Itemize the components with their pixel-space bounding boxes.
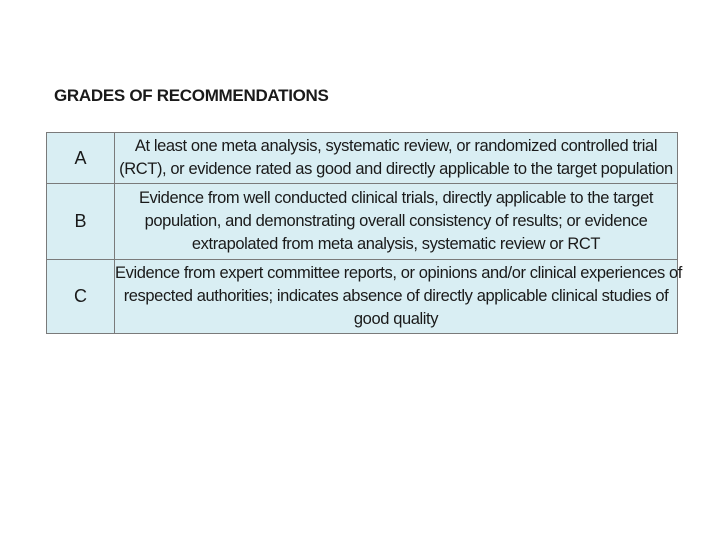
description-line: (RCT), or evidence rated as good and directly applicable to the target population [119, 160, 673, 178]
description-line: respected authorities; indicates absence of directly applicable clinical studies of [123, 287, 669, 305]
grades-table [46, 132, 682, 334]
description-line: population, and demonstrating overall consistency of results; or evidence [144, 212, 648, 230]
page-title: GRADES OF RECOMMENDATIONS [54, 86, 329, 105]
table-row-grade-a [47, 133, 678, 184]
description-line: Evidence from well conducted clinical trials, directly applicable to the target [138, 189, 654, 207]
table-row-grade-b [47, 184, 678, 260]
table-row-grade-c [47, 260, 678, 334]
description-cell-b [115, 184, 678, 260]
grade-cell-a: A [47, 133, 115, 184]
description-cell-c [115, 260, 682, 334]
description-line: Evidence from expert committee reports, or opinions and/or clinical experiences of [115, 264, 682, 282]
description-cell-a [115, 133, 678, 184]
grade-cell-c: C [47, 260, 115, 334]
description-line: good quality [353, 310, 439, 328]
description-line: extrapolated from meta analysis, systematic review or RCT [191, 235, 601, 253]
grade-cell-b: B [47, 184, 115, 260]
description-line: At least one meta analysis, systematic review, or randomized controlled trial [134, 137, 658, 155]
